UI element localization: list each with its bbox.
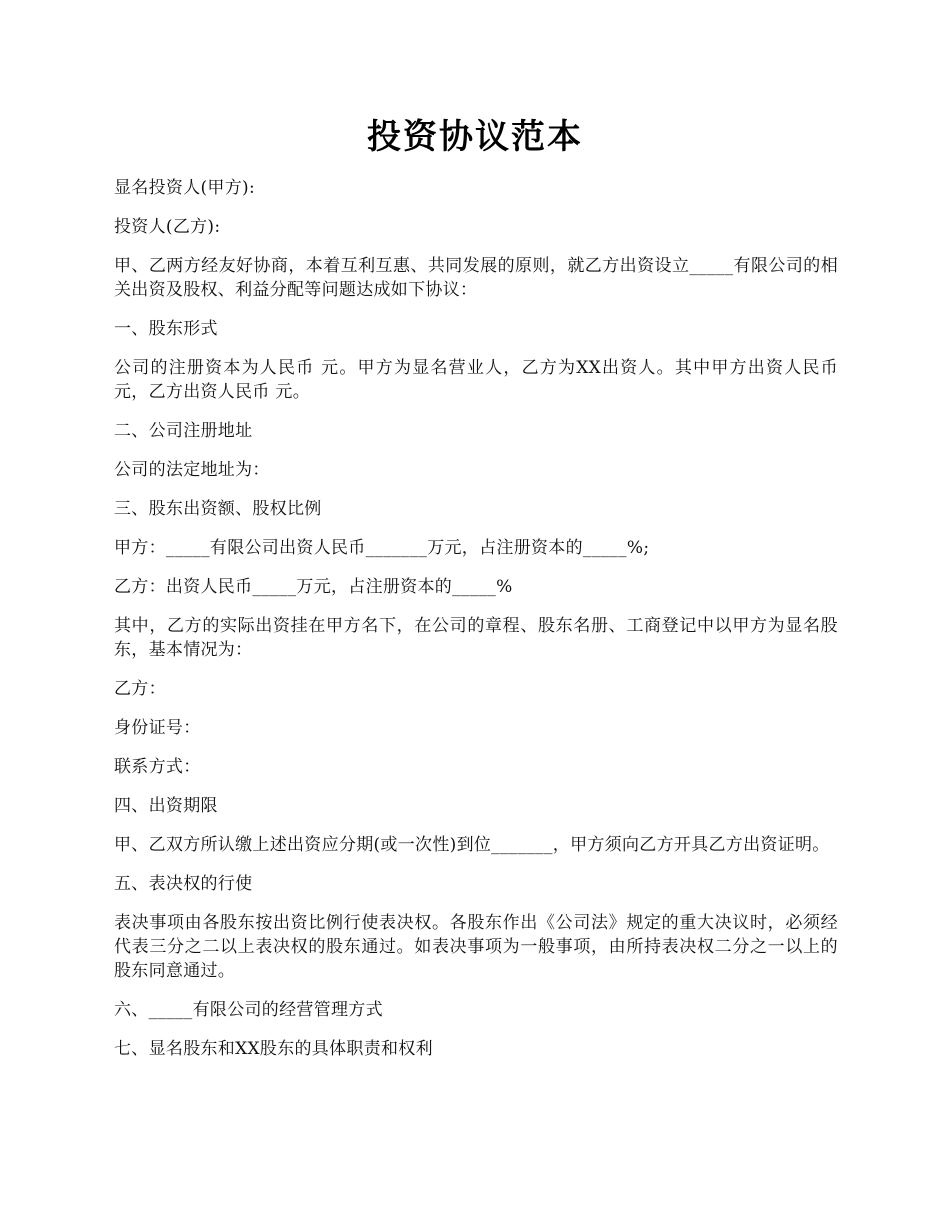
document-body bbox=[114, 176, 838, 1076]
party-b-contribution: 乙方：出资人民币_____万元，占注册资本的_____% bbox=[114, 577, 513, 597]
section-1-heading: 一、股东形式 bbox=[114, 319, 218, 339]
section-2-body: 公司的法定地址为： bbox=[114, 460, 270, 480]
section-4-heading: 四、出资期限 bbox=[114, 796, 218, 816]
preamble-paragraph: 甲、乙两方经友好协商，本着互利互惠、共同发展的原则，就乙方出资设立_____有限公司的相关出资及股权、利益分配等问题达成如下协议： bbox=[114, 256, 838, 300]
party-b-name-field: 乙方： bbox=[114, 679, 166, 699]
document-title: 投资协议范本 bbox=[367, 117, 583, 157]
section-5-heading: 五、表决权的行使 bbox=[114, 874, 253, 894]
section-6-heading: 六、_____有限公司的经营管理方式 bbox=[114, 1000, 383, 1020]
section-4-body: 甲、乙双方所认缴上述出资应分期(或一次性)到位_______，甲方须向乙方开具乙方出资证明。 bbox=[114, 835, 830, 855]
contact-field: 联系方式： bbox=[114, 757, 201, 777]
nominee-arrangement: 其中，乙方的实际出资挂在甲方名下，在公司的章程、股东名册、工商登记中以甲方为显名股东，基本情况为： bbox=[114, 616, 838, 660]
section-1-body: 公司的注册资本为人民币 元。甲方为显名营业人，乙方为XX出资人。其中甲方出资人民币 元，乙方出资人民币 元。 bbox=[114, 358, 838, 402]
section-2-heading: 二、公司注册地址 bbox=[114, 421, 253, 441]
party-a-contribution: 甲方：_____有限公司出资人民币_______万元，占注册资本的_____%; bbox=[114, 538, 650, 558]
section-7-heading: 七、显名股东和XX股东的具体职责和权利 bbox=[114, 1039, 433, 1059]
section-3-heading: 三、股东出资额、股权比例 bbox=[114, 499, 322, 519]
party-b-line: 投资人(乙方): bbox=[114, 217, 221, 237]
section-5-body: 表决事项由各股东按出资比例行使表决权。各股东作出《公司法》规定的重大决议时，必须经代表三分之二以上表决权的股东通过。如表决事项为一般事项，由所持表决权二分之一以上的股东同意通过。 bbox=[114, 913, 838, 981]
party-a-line: 显名投资人(甲方): bbox=[114, 178, 255, 198]
id-number-field: 身份证号： bbox=[114, 718, 201, 738]
